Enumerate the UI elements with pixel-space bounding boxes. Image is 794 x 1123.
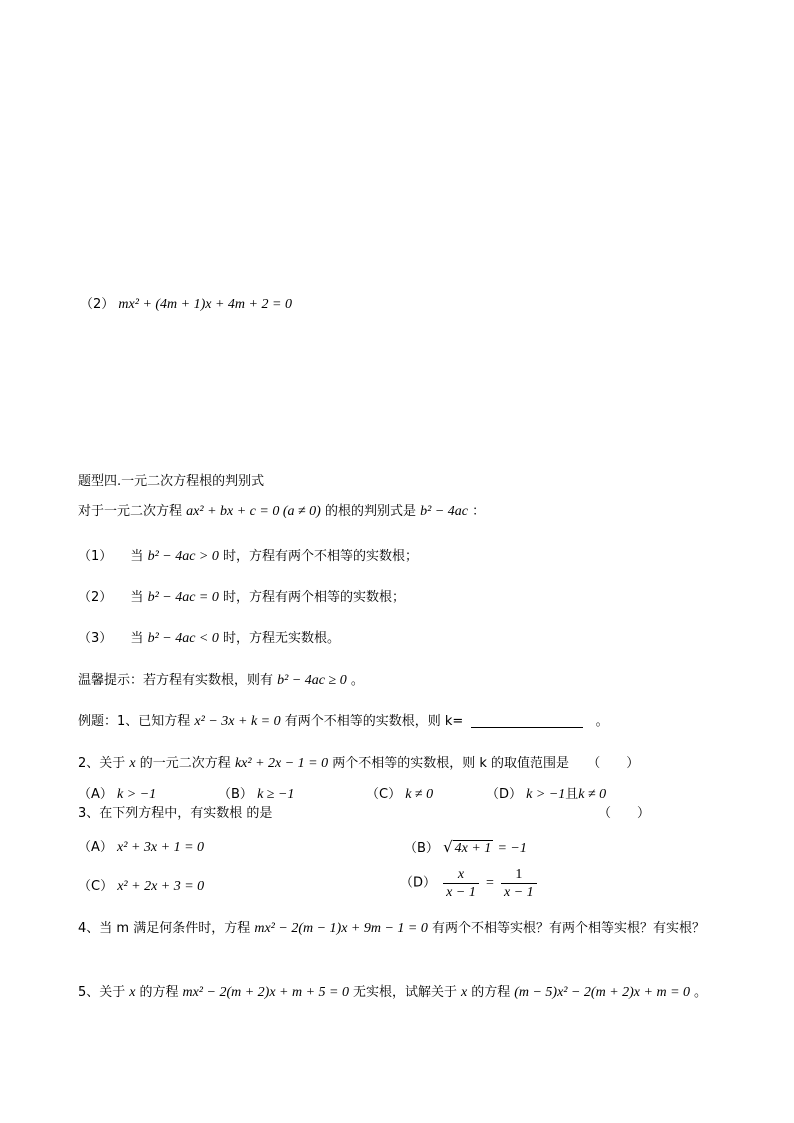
question-text: 的方程 bbox=[471, 985, 511, 1000]
case-condition: b² − 4ac = 0 bbox=[147, 590, 219, 605]
q3-option-d[interactable] bbox=[400, 866, 540, 901]
answer-paren[interactable]: （ ） bbox=[598, 806, 651, 821]
case-text: 时，方程有两个相等的实数根； bbox=[223, 590, 406, 605]
question-equation: (m − 5)x² − 2(m + 2)x + m = 0 bbox=[514, 985, 691, 1000]
question-text: 5、关于 bbox=[78, 985, 126, 1000]
discriminant: b² − 4ac bbox=[420, 504, 469, 519]
example-1 bbox=[78, 713, 609, 731]
variable: x bbox=[129, 985, 136, 1000]
case-text: 时，方程有两个不相等的实数根； bbox=[223, 549, 419, 564]
variable: x bbox=[460, 985, 468, 1000]
equation: mx² + (4m + 1)x + 4m + 2 = 0 bbox=[118, 297, 292, 312]
example-text: 例题：1、已知方程 bbox=[78, 714, 191, 729]
option-equation: = −1 bbox=[497, 841, 527, 856]
question-text: 有两个不相等实根？有两个相等实根？有实根？ bbox=[432, 921, 706, 936]
q2-option-c[interactable] bbox=[366, 786, 433, 804]
denominator: x − 1 bbox=[504, 885, 534, 900]
example-text: 有两个不相等的实数根，则 k= bbox=[284, 714, 464, 729]
example-equation: x² − 3x + k = 0 bbox=[194, 714, 281, 729]
question-text: 。 bbox=[694, 985, 708, 1000]
question-3 bbox=[78, 805, 272, 823]
question-text: 的方程 bbox=[139, 985, 179, 1000]
case-label: （3） bbox=[78, 631, 113, 646]
tip-condition: b² − 4ac ≥ 0 bbox=[277, 673, 347, 688]
option-label: （C） bbox=[366, 787, 402, 802]
q3-option-b[interactable] bbox=[404, 838, 527, 858]
example-text: 。 bbox=[595, 714, 609, 729]
general-equation: ax² + bx + c = 0 (a ≠ 0) bbox=[186, 504, 321, 519]
case-text: 当 bbox=[130, 590, 144, 605]
case-text: 时，方程无实数根。 bbox=[223, 631, 341, 646]
question-2 bbox=[78, 755, 639, 773]
case-text: 当 bbox=[130, 631, 144, 646]
intro-text: ： bbox=[472, 504, 486, 519]
question-text: 无实根，试解关于 bbox=[352, 985, 457, 1000]
tip-text: 。 bbox=[350, 673, 364, 688]
intro-text: 的根的判别式是 bbox=[325, 504, 417, 519]
fraction bbox=[443, 866, 479, 901]
sub-problem-2 bbox=[80, 296, 292, 314]
option-text: k ≥ −1 bbox=[257, 787, 295, 802]
q2-option-b[interactable] bbox=[218, 786, 294, 804]
option-equation: x² + 3x + 1 = 0 bbox=[117, 840, 205, 855]
equals-sign: = bbox=[485, 875, 494, 891]
case-3 bbox=[78, 630, 340, 648]
question-5 bbox=[78, 983, 707, 1002]
case-text: 当 bbox=[130, 549, 144, 564]
numerator: x bbox=[443, 866, 479, 884]
option-equation: x² + 2x + 3 = 0 bbox=[117, 879, 205, 894]
option-label: （B） bbox=[218, 787, 253, 802]
tip bbox=[78, 672, 364, 690]
intro-paragraph bbox=[78, 503, 485, 521]
question-text: 的一元二次方程 bbox=[139, 756, 231, 771]
question-text: 2、关于 bbox=[78, 756, 126, 771]
option-text: 且 bbox=[565, 787, 579, 802]
question-equation: mx² − 2(m − 1)x + 9m − 1 = 0 bbox=[254, 921, 428, 936]
radicand: 4x + 1 bbox=[454, 841, 492, 856]
option-label: （C） bbox=[78, 879, 114, 894]
denominator: x − 1 bbox=[446, 885, 476, 900]
option-label: （D） bbox=[486, 787, 523, 802]
fraction bbox=[501, 866, 537, 901]
case-2 bbox=[78, 589, 405, 607]
radical-icon: √ bbox=[443, 838, 453, 856]
case-condition: b² − 4ac > 0 bbox=[147, 549, 219, 564]
case-label: （2） bbox=[78, 590, 113, 605]
q3-option-c[interactable] bbox=[78, 878, 204, 896]
option-label: （A） bbox=[78, 840, 113, 855]
q2-option-d[interactable] bbox=[486, 786, 606, 804]
question-text: 3、在下列方程中，有实数根 的是 bbox=[78, 806, 273, 821]
option-label: （A） bbox=[78, 787, 113, 802]
question-text: 4、当 m 满足何条件时，方程 bbox=[78, 921, 251, 936]
numerator: 1 bbox=[501, 866, 537, 884]
question-4 bbox=[78, 920, 705, 938]
q3-option-a[interactable] bbox=[78, 839, 204, 857]
section-title: 题型四.一元二次方程根的判别式 bbox=[78, 474, 265, 489]
sub-problem-label: （2） bbox=[80, 297, 115, 312]
option-label: （B） bbox=[404, 841, 439, 856]
option-text: k > −1 bbox=[526, 787, 566, 802]
answer-paren[interactable]: （ ） bbox=[587, 756, 640, 771]
case-condition: b² − 4ac < 0 bbox=[147, 631, 219, 646]
question-equation: kx² + 2x − 1 = 0 bbox=[234, 756, 329, 771]
intro-text: 对于一元二次方程 bbox=[78, 504, 183, 519]
variable: x bbox=[129, 756, 136, 771]
tip-text: 温馨提示：若方程有实数根，则有 bbox=[78, 673, 274, 688]
case-label: （1） bbox=[78, 549, 113, 564]
option-label: （D） bbox=[400, 875, 437, 891]
option-text: k > −1 bbox=[117, 787, 157, 802]
answer-blank[interactable] bbox=[471, 713, 583, 728]
option-text: k ≠ 0 bbox=[405, 787, 434, 802]
case-1 bbox=[78, 548, 418, 566]
option-text: k ≠ 0 bbox=[578, 787, 607, 802]
question-text: 两个不相等的实数根，则 k 的取值范围是 bbox=[332, 756, 570, 771]
q2-option-a[interactable] bbox=[78, 786, 156, 804]
question-equation: mx² − 2(m + 2)x + m + 5 = 0 bbox=[182, 985, 349, 1000]
